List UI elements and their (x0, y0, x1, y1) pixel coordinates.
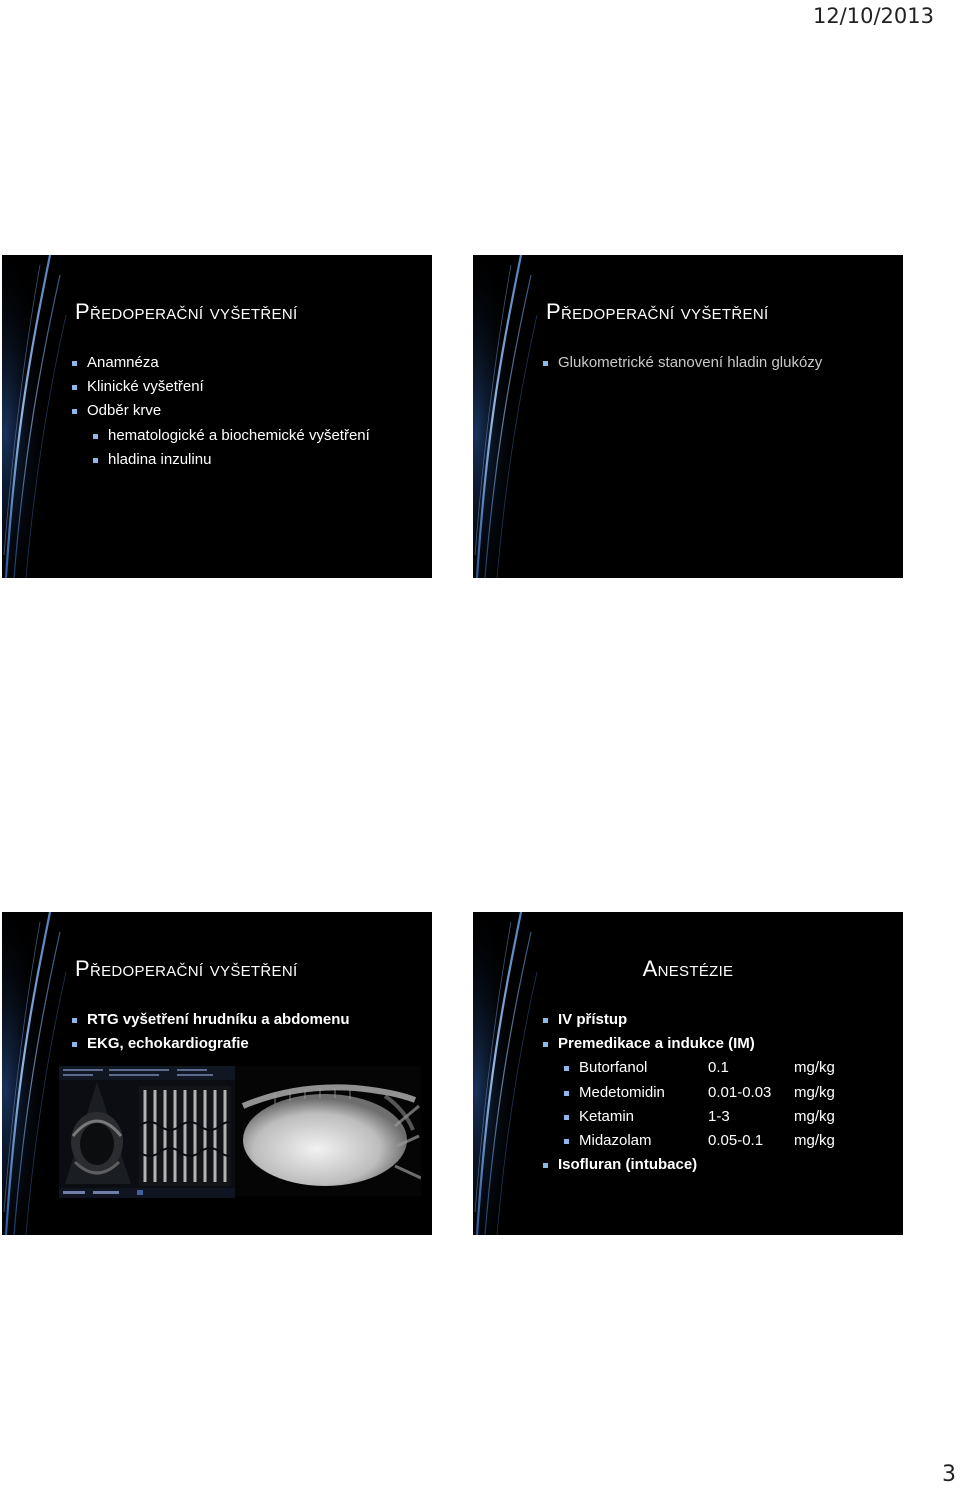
slide-title: Anestézie (642, 956, 734, 981)
bullet-list (72, 351, 370, 472)
bullet-list (72, 1008, 350, 1056)
decorative-light-streak (2, 255, 72, 578)
drug-dose: 0.1 (708, 1059, 729, 1077)
slide-title: Předoperační vyšetření (75, 299, 298, 324)
drug-name: Medetomidin (579, 1083, 665, 1101)
bullet-item: RTG vyšetření hrudníku a abdomenu (72, 1008, 350, 1032)
drug-row (564, 1129, 835, 1153)
bullet-item: Isofluran (intubace) (543, 1153, 835, 1177)
slide-2 (473, 255, 903, 578)
drug-name: Midazolam (579, 1132, 652, 1150)
bullet-list (543, 351, 822, 375)
xray-image (235, 1066, 421, 1196)
drug-row (564, 1081, 835, 1105)
echocardiography-image (59, 1066, 235, 1198)
slide-3 (2, 912, 432, 1235)
drug-unit: mg/kg (794, 1132, 835, 1150)
drug-row (564, 1105, 835, 1129)
slide-4 (473, 912, 903, 1235)
bullet-item: Klinické vyšetření (72, 375, 370, 399)
bullet-item: IV přístup (543, 1008, 835, 1032)
bullet-item: Odběr krve (72, 399, 370, 423)
drug-row (564, 1056, 835, 1080)
decorative-light-streak (473, 255, 543, 578)
header-date: 12/10/2013 (812, 4, 934, 28)
drug-unit: mg/kg (794, 1059, 835, 1077)
page-number: 3 (942, 1462, 956, 1487)
bullet-item: Premedikace a indukce (IM) (543, 1032, 835, 1056)
slide-title: Předoperační vyšetření (75, 956, 298, 981)
slide-1 (2, 255, 432, 578)
drug-dose: 0.05-0.1 (708, 1132, 764, 1150)
drug-name: Ketamin (579, 1107, 635, 1125)
drug-dose: 1-3 (708, 1107, 730, 1125)
sub-bullet-item: hladina inzulinu (93, 448, 370, 472)
drug-unit: mg/kg (794, 1107, 835, 1125)
sub-bullet-item: hematologické a biochemické vyšetření (93, 424, 370, 448)
bullet-item: Glukometrické stanovení hladin glukózy (543, 351, 822, 375)
slide-title: Předoperační vyšetření (546, 299, 769, 324)
drug-dose: 0.01-0.03 (708, 1083, 772, 1101)
drug-unit: mg/kg (794, 1083, 835, 1101)
bullet-item: Anamnéza (72, 351, 370, 375)
drug-name: Butorfanol (579, 1059, 648, 1077)
bullet-list (543, 1008, 835, 1177)
bullet-item: EKG, echokardiografie (72, 1032, 350, 1056)
